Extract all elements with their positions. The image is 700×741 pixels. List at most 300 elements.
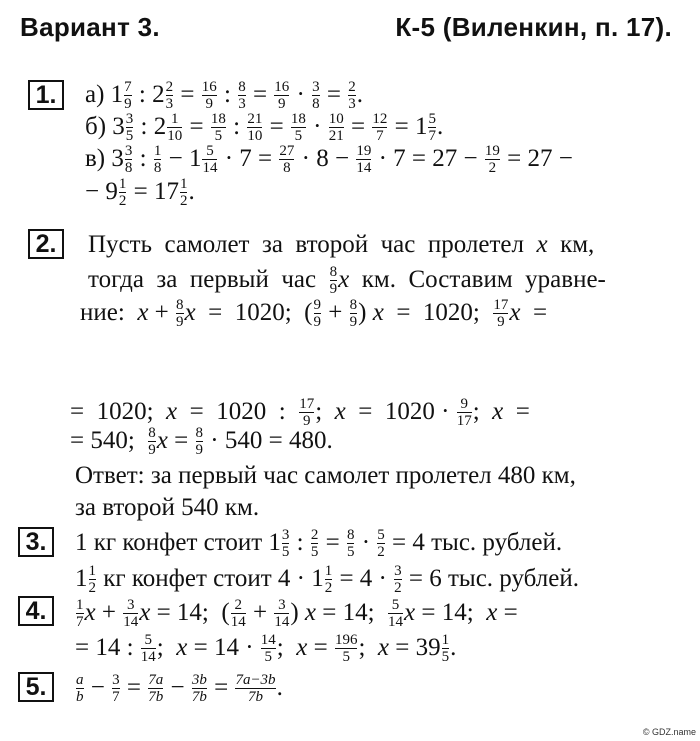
text-segment: = [344,113,372,140]
variable: x [166,398,178,425]
numerator: 2 [165,78,174,95]
text-segment: кг конфет стоит 4 · [97,565,312,592]
fraction [334,633,359,664]
numerator: 2 [310,526,319,543]
solution-line [80,296,547,330]
fraction [328,112,345,143]
fraction-stack [493,298,508,329]
denominator: 17 [456,412,472,429]
watermark: © GDZ.name [642,727,696,737]
numerator: 16 [274,78,290,95]
denominator: 5 [264,648,273,665]
text-segment: за второй 540 км. [75,494,260,521]
numerator: 1 [76,596,84,613]
numerator: 10 [328,110,344,127]
fraction [484,144,501,175]
denominator: 14 [356,159,372,176]
numerator: 16 [201,78,217,95]
numerator: 17 [493,296,509,313]
fraction [290,112,307,143]
fraction-stack [154,144,162,175]
whole-part: 39 [415,634,441,661]
numerator: 8 [238,78,246,95]
denominator: 5 [310,543,319,560]
fraction-stack [202,80,217,111]
fraction [371,112,388,143]
denominator: 9 [176,313,184,330]
denominator: 7b [248,688,263,705]
text-segment: − [85,178,106,205]
text-segment: ) [290,599,305,626]
denominator: 9 [124,95,132,112]
denominator: 5 [281,543,290,560]
denominator: 9 [302,412,311,429]
variable: x [296,634,308,661]
text-segment: = [167,427,195,454]
fraction [230,598,247,629]
denominator: 14 [140,648,156,665]
numerator: 3 [394,562,402,579]
denominator: 21 [328,127,344,144]
fraction-stack [231,598,246,629]
fraction-stack [126,112,134,143]
numerator: 1 [88,562,96,579]
fraction-stack [312,80,320,111]
numerator: 8 [148,424,156,441]
fraction-stack [166,80,174,111]
solution-line [85,110,443,144]
problem-number-box: 3. [18,527,54,557]
text-segment: · [306,113,328,140]
text-segment: : [132,81,153,108]
whole-part: 1 [188,145,202,172]
denominator: 2 [324,579,333,596]
whole-part: 1 [414,113,428,140]
fraction-stack [124,80,132,111]
text-segment: + [322,299,349,326]
numerator: 2 [234,596,242,613]
denominator: 7 [376,127,384,144]
numerator: 8 [176,296,184,313]
solution-line [75,631,456,665]
mixed-number [154,112,184,143]
fraction-stack [192,673,207,704]
whole-part: 1 [75,565,88,592]
denominator: 14 [274,613,290,630]
fraction [260,633,277,664]
variable: x [334,398,346,425]
text-segment: б) [85,113,113,140]
mixed-number [75,564,97,595]
fraction-stack [148,673,163,704]
numerator: 1 [324,562,333,579]
fraction [75,673,85,704]
numerator: 17 [299,395,315,412]
solution-line [75,459,576,493]
text-segment: · [290,81,312,108]
fraction-stack [388,598,403,629]
text-segment: км, [547,231,595,258]
denominator: b [76,688,84,705]
fraction [111,673,121,704]
fraction-stack [348,80,356,111]
whole-part: 9 [105,178,118,205]
variable: x [536,231,548,258]
text-segment: = 1020 : [177,398,299,425]
numerator: 3 [312,78,320,95]
numerator: 196 [334,631,358,648]
fraction-stack [238,80,246,111]
denominator: 7 [76,613,84,630]
fraction-stack [112,673,120,704]
whole-part: 1 [268,529,281,556]
mixed-number [189,144,219,175]
mixed-number [268,528,290,559]
fraction-stack [167,112,182,143]
text-segment: = 4 · [333,565,394,592]
text-segment: ; [358,634,378,661]
mixed-number [152,80,174,111]
solution-line [75,596,518,630]
fraction [201,80,218,111]
mixed-number [415,112,437,143]
solution-line [75,562,579,596]
fraction [147,673,164,704]
fraction [122,598,139,629]
fraction-stack [314,298,322,329]
numerator: 1 [153,142,162,159]
fraction [195,426,205,457]
text-segment: = [207,674,235,701]
fraction [376,528,386,559]
text-segment: . [356,81,363,108]
fraction-stack [291,112,306,143]
numerator: 5 [428,110,436,127]
variable: x [139,599,151,626]
denominator: 5 [125,127,134,144]
text-segment: ; [156,634,177,661]
numerator: 3 [112,671,120,688]
numerator: a [76,671,84,688]
text-segment: 1 кг конфет стоит [75,529,269,556]
text-segment: = [120,674,148,701]
fraction-stack [372,112,387,143]
text-segment: . [276,674,283,701]
text-segment: : [217,81,238,108]
fraction [387,598,404,629]
numerator: 3 [125,110,134,127]
whole-part: 1 [311,565,324,592]
denominator: 14 [202,159,218,176]
fraction [492,298,509,329]
text-segment: = [389,634,416,661]
text-segment: · [355,529,377,556]
numerator: 7a−3b [235,671,276,688]
text-segment: Ответ: за первый час самолет пролетел 480 км, [75,462,576,489]
variable: x [486,599,498,626]
solution-line [85,175,195,209]
text-segment: = [497,599,518,626]
fraction [456,397,473,428]
fraction-stack [356,144,371,175]
fraction-stack [330,265,338,296]
problem-number-box: 2. [28,229,64,259]
fraction-stack [119,177,127,208]
fraction [273,598,290,629]
fraction [346,528,356,559]
fraction-stack [274,80,289,111]
text-segment: = 14 · [187,634,260,661]
fraction-stack [299,397,314,428]
numerator: 7a [148,671,164,688]
fraction-stack [347,528,355,559]
text-segment: + [95,599,123,626]
fraction [298,397,315,428]
solution-line [88,263,606,297]
fraction [311,80,321,111]
whole-part: 3 [111,145,124,172]
text-segment: Пусть самолет за второй час пролетел [88,231,537,258]
variable: x [176,634,188,661]
solution-line [75,526,562,560]
text-segment: . [188,178,195,205]
denominator: 8 [153,159,162,176]
fraction [273,80,290,111]
variable: x [404,599,416,626]
numerator: 1 [171,110,179,127]
numerator: 3 [126,596,135,613]
fraction [175,298,185,329]
text-segment: = 14; [415,599,487,626]
text-segment: = 14 : [75,634,140,661]
text-segment: . [450,634,457,661]
mixed-number [154,177,189,208]
problem-number-box: 1. [28,80,64,110]
text-segment: = [320,81,348,108]
text-segment: а) [85,81,111,108]
fraction [234,673,276,704]
fraction-stack [235,673,275,704]
denominator: 2 [88,579,96,596]
text-segment: . [436,113,444,140]
text-segment: км. Составим уравне- [349,266,606,293]
numerator: 1 [441,631,450,648]
denominator: 9 [148,441,156,458]
denominator: 9 [195,441,204,458]
text-segment: : [134,113,154,140]
fraction [347,80,357,111]
fraction-stack [148,426,156,457]
whole-part: 2 [152,81,165,108]
fraction-stack [485,144,500,175]
denominator: 14 [388,613,404,630]
mixed-number [112,112,134,143]
text-segment: = [520,299,548,326]
text-segment: ; [472,398,493,425]
denominator: 3 [348,95,356,112]
whole-part: 2 [153,113,167,140]
text-segment: = 14; [316,599,388,626]
numerator: 8 [195,424,204,441]
numerator: 5 [206,142,214,159]
variable: x [84,599,96,626]
variable: x [338,266,350,293]
fraction-stack [76,673,84,704]
fraction [75,598,85,629]
mixed-number [111,80,133,111]
denominator: 10 [247,127,263,144]
denominator: 8 [283,159,291,176]
text-segment: · 540 = 480. [204,427,333,454]
numerator: 14 [260,631,276,648]
solution-line [75,671,283,705]
text-segment: − [162,145,189,172]
text-segment: + [148,299,176,326]
denominator: 7 [428,127,436,144]
denominator: 14 [230,613,246,630]
text-segment: − [164,674,191,701]
text-segment: = [127,178,154,205]
text-segment: в) [85,145,112,172]
numerator: 8 [329,263,338,280]
numerator: 5 [377,526,385,543]
text-segment: тогда за первый час [88,266,329,293]
text-segment: = [307,634,334,661]
variable: x [156,427,168,454]
numerator: 3 [278,596,286,613]
numerator: 5 [144,631,153,648]
denominator: 8 [312,95,320,112]
mixed-number [111,144,133,175]
fraction-stack [141,633,156,664]
fraction [310,528,320,559]
text-segment: ; [276,634,297,661]
denominator: 2 [179,192,188,209]
fraction-stack [428,112,436,143]
whole-part: 17 [153,178,179,205]
fraction-stack [442,633,450,664]
numerator: 19 [484,142,500,159]
text-segment: : [226,113,247,140]
denominator: 3 [238,95,246,112]
denominator: 5 [342,648,350,665]
fraction-stack [180,177,188,208]
fraction-stack [247,112,262,143]
fraction-stack [325,564,333,595]
fraction-stack [123,598,138,629]
denominator: 9 [278,95,286,112]
problem-number-box: 5. [18,672,54,702]
denominator: 7 [112,688,120,705]
fraction-stack [274,598,289,629]
denominator: 2 [394,579,402,596]
fraction-stack [311,528,319,559]
fraction [349,298,359,329]
variable: x [137,299,149,326]
fraction-stack [76,598,84,629]
solution-line [75,491,259,525]
fraction-stack [329,112,344,143]
numerator: 5 [391,596,400,613]
denominator: 5 [214,127,223,144]
mixed-number [311,564,333,595]
denominator: 7b [191,688,207,705]
text-segment: + [246,599,274,626]
fraction-stack [202,144,217,175]
text-segment: · 7 = 27 − [372,145,484,172]
text-segment: = 1020; [70,398,167,425]
fraction-stack [261,633,276,664]
variable: x [372,299,384,326]
numerator: 9 [313,296,322,313]
numerator: 27 [279,142,295,159]
text-segment: · 8 − [295,145,356,172]
text-segment: = [263,113,290,140]
text-segment: − [84,674,112,701]
fraction [393,564,403,595]
denominator: 5 [346,543,355,560]
numerator: 18 [290,110,306,127]
denominator: 2 [118,192,127,209]
fraction-stack [457,397,472,428]
fraction [147,426,157,457]
solution-line [70,424,333,458]
mixed-number [105,177,127,208]
numerator: 7 [124,78,132,95]
numerator: 19 [356,142,372,159]
fraction-stack [282,528,290,559]
fraction [140,633,157,664]
whole-part: 3 [112,113,125,140]
variable: x [509,299,521,326]
numerator: 3b [191,671,207,688]
text-segment: ; [315,398,335,425]
denominator: 3 [165,95,174,112]
text-segment: = 27 − [500,145,573,172]
solution-line [85,142,573,176]
denominator: 9 [205,95,213,112]
fraction-stack [125,144,133,175]
denominator: 9 [329,280,338,297]
fraction-stack [176,298,184,329]
variant-title: Вариант 3. [20,12,160,42]
variable: x [377,634,390,661]
denominator: 2 [377,543,385,560]
text-segment: = [503,398,530,425]
denominator: 9 [349,313,358,330]
numerator: 12 [372,110,388,127]
numerator: 21 [247,110,263,127]
fraction [313,298,323,329]
denominator: 14 [123,613,139,630]
fraction-stack [335,633,358,664]
text-segment: ) [358,299,373,326]
numerator: 8 [349,296,358,313]
fraction [355,144,372,175]
text-segment: = 4 тыс. рублей. [385,529,563,556]
whole-part: 1 [110,81,124,108]
numerator: 3 [281,526,290,543]
denominator: 5 [441,648,450,665]
numerator: 1 [179,175,188,192]
fraction-stack [377,528,385,559]
solution-line [88,228,594,262]
fraction [237,80,247,111]
mixed-number [416,633,451,664]
denominator: 10 [167,127,183,144]
fraction-stack [394,564,402,595]
fraction-stack [89,564,97,595]
